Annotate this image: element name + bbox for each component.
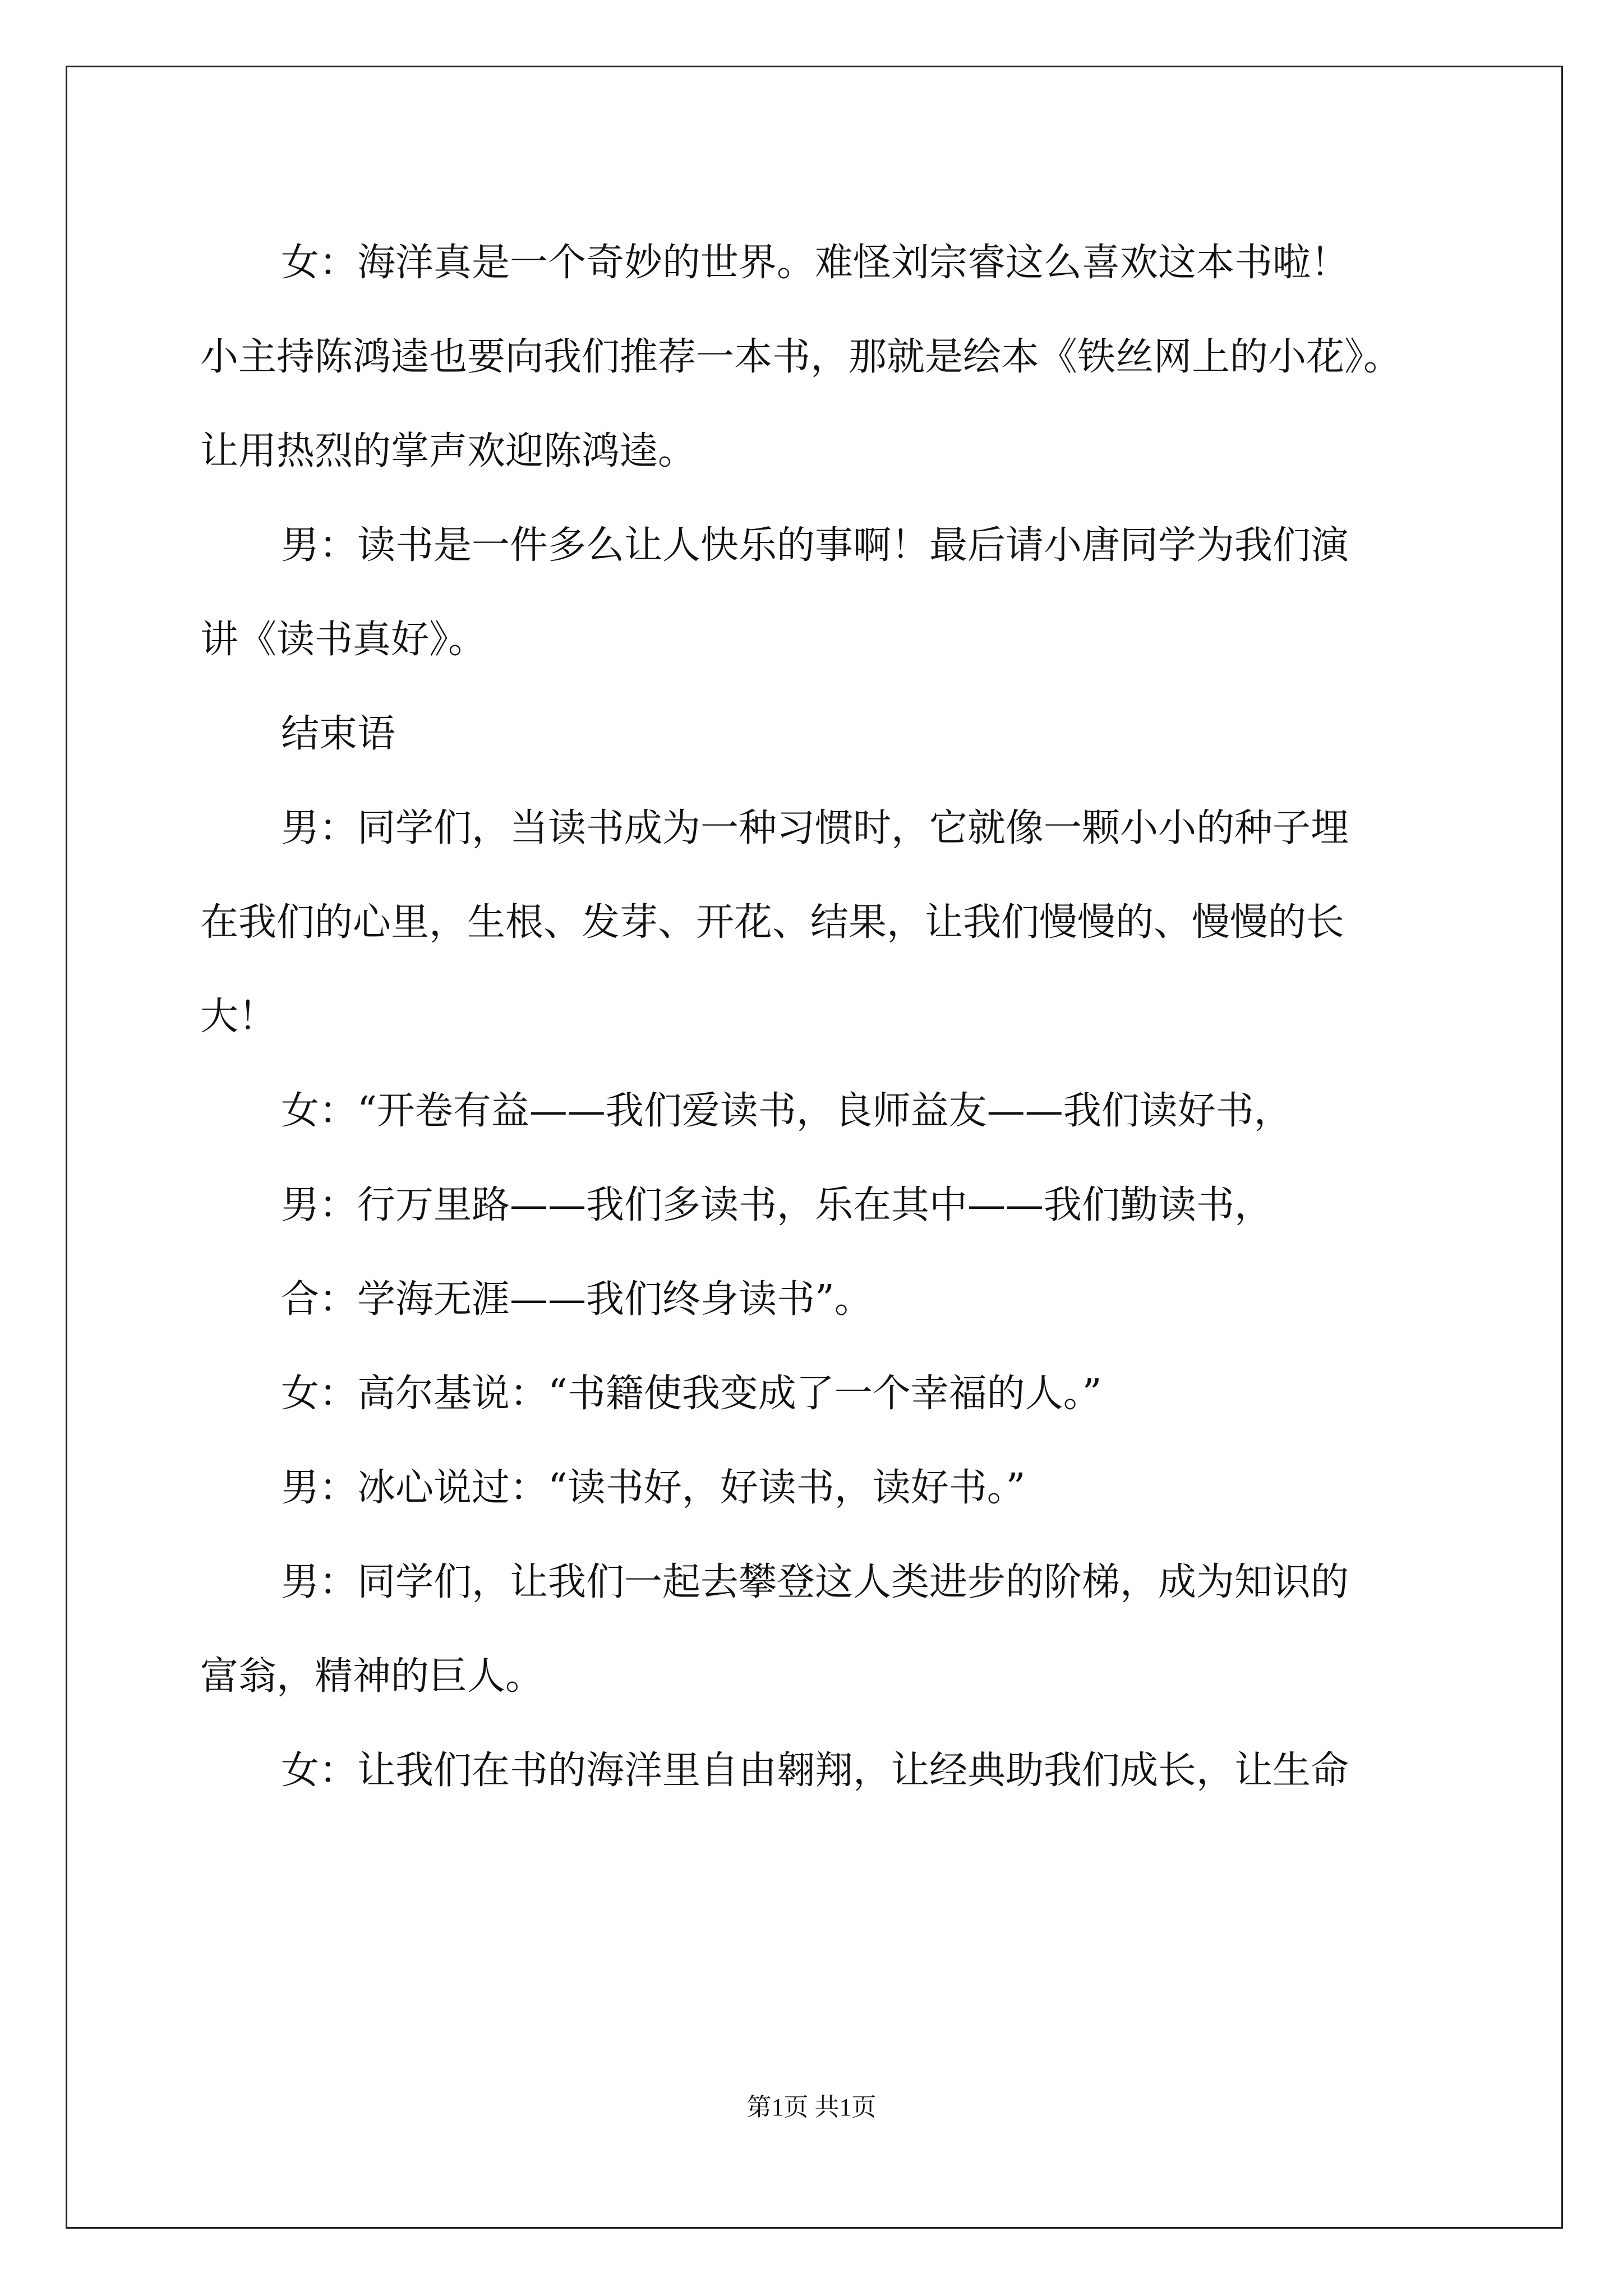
paragraph-line: 男：同学们，当读书成为一种习惯时，它就像一颗小小的种子埋 bbox=[281, 806, 1349, 850]
paragraph-line: 合：学海无涯——我们终身读书”。 bbox=[281, 1277, 873, 1322]
paragraph-line: 女：让我们在书的海洋里自由翱翔，让经典助我们成长，让生命 bbox=[281, 1749, 1349, 1793]
paragraph-line: 讲《读书真好》。 bbox=[200, 618, 487, 662]
paragraph-line: 女：海洋真是一个奇妙的世界。难怪刘宗睿这么喜欢这本书啦！ bbox=[281, 241, 1349, 285]
paragraph-line: 男：读书是一件多么让人快乐的事啊！最后请小唐同学为我们演 bbox=[281, 523, 1349, 568]
paragraph-line: 男：冰心说过：“读书好，好读书，读好书。” bbox=[281, 1466, 1026, 1510]
paragraph-line: 男：同学们，让我们一起去攀登这人类进步的阶梯，成为知识的 bbox=[281, 1560, 1349, 1604]
paragraph-line: 大！ bbox=[200, 995, 277, 1039]
page-footer: 第1页 共1页 bbox=[746, 2093, 877, 2121]
paragraph-line: 富翁，精神的巨人。 bbox=[200, 1654, 544, 1699]
paragraph-line: 女：高尔基说：“书籍使我变成了一个幸福的人。” bbox=[281, 1372, 1102, 1416]
document-body bbox=[200, 216, 1434, 1818]
paragraph-line: 男：行万里路——我们多读书，乐在其中——我们勤读书， bbox=[281, 1183, 1273, 1227]
paragraph-line: 在我们的心里，生根、发芽、开花、结果，让我们慢慢的、慢慢的长 bbox=[200, 900, 1345, 945]
paragraph-line: 让用热烈的掌声欢迎陈鸿逵。 bbox=[200, 429, 697, 473]
paragraph-line: 女：“开卷有益——我们爱读书，良师益友——我们读好书， bbox=[281, 1089, 1292, 1133]
paragraph-line: 小主持陈鸿逵也要向我们推荐一本书，那就是绘本《铁丝网上的小花》。 bbox=[200, 335, 1402, 379]
section-heading: 结束语 bbox=[281, 712, 396, 756]
